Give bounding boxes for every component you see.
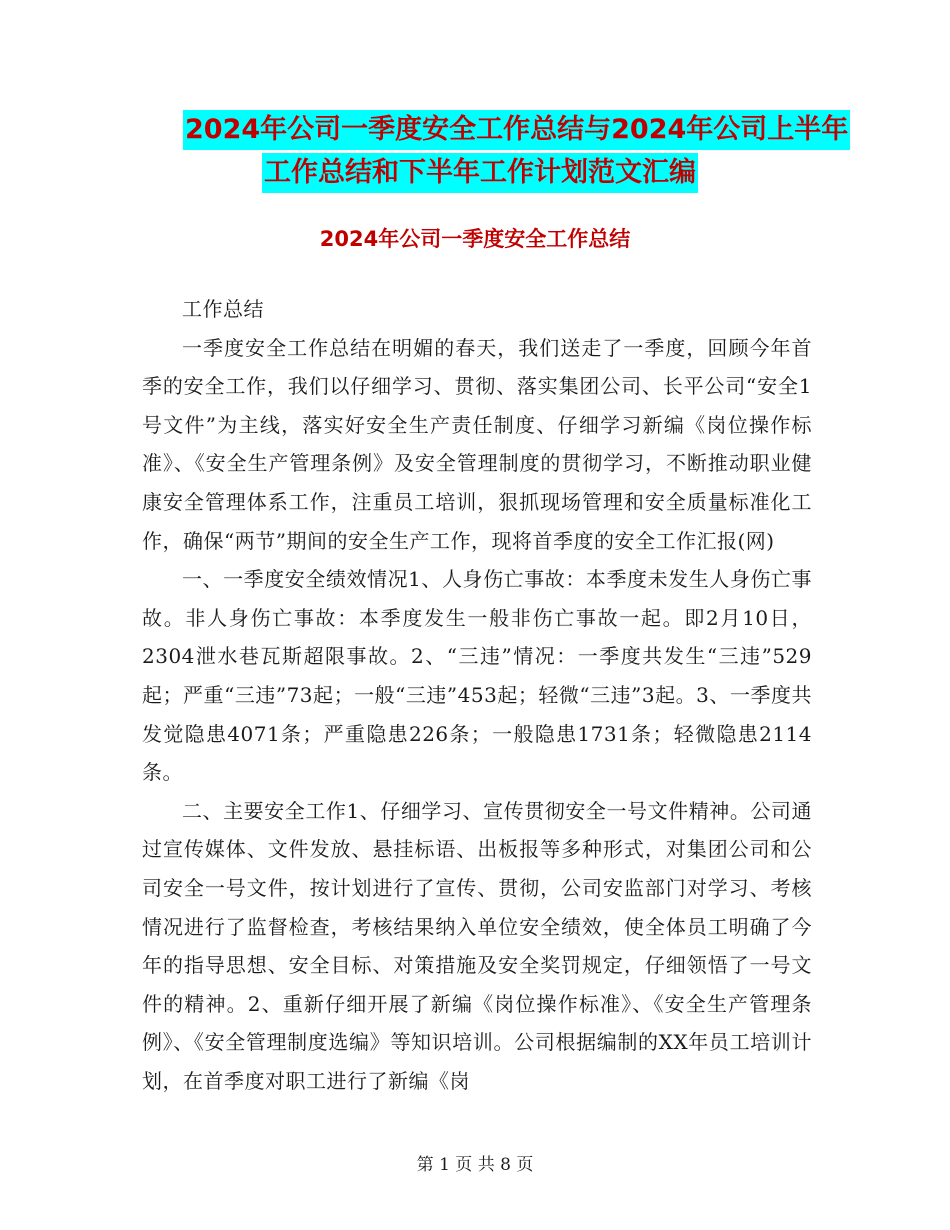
- paragraph-heading: 工作总结: [182, 297, 264, 321]
- document-title-line-1: 2024年公司一季度安全工作总结与2024年公司上半年: [183, 110, 850, 150]
- paragraph: 一、一季度安全绩效情况1、人身伤亡事故：本季度未发生人身伤亡事故。非人身伤亡事故：本季度发生一般非伤亡事故一起。即2月10日，2304泄水巷瓦斯超限事故。2、“三违”情况：一季度共发生“三违”529起；严重“三违”73起；一般“三违”453起；轻微“三违”3起。3、一季度共发觉隐患4071条；严重隐患226条；一般隐患1731条；轻微隐患2114条。: [142, 567, 812, 785]
- document-body: [142, 290, 812, 1100]
- paragraph: 二、主要安全工作1、仔细学习、宣传贯彻安全一号文件精神。公司通过宣传媒体、文件发放、悬挂标语、出板报等多种形式，对集团公司和公司安全一号文件，按计划进行了宣传、贯彻，公司安监部门对学习、考核情况进行了监督检查，考核结果纳入单位安全绩效，使全体员工明确了今年的指导思想、安全目标、对策措施及安全奖罚规定，仔细领悟了一号文件的精神。2、重新仔细开展了新编《岗位操作标准》、《安全生产管理条例》、《安全管理制度选编》等知识培训。公司根据编制的XX年员工培训计划，在首季度对职工进行了新编《岗: [142, 798, 812, 1093]
- section-heading: 2024年公司一季度安全工作总结: [319, 227, 631, 251]
- document-title-line-2: 工作总结和下半年工作计划范文汇编: [262, 153, 698, 193]
- paragraph: 一季度安全工作总结在明媚的春天，我们送走了一季度，回顾今年首季的安全工作，我们以仔细学习、贯彻、落实集团公司、长平公司“安全1号文件”为主线，落实好安全生产责任制度、仔细学习新编《岗位操作标准》、《安全生产管理条例》及安全管理制度的贯彻学习，不断推动职业健康安全管理体系工作，注重员工培训，狠抓现场管理和安全质量标准化工作，确保“两节”期间的安全生产工作，现将首季度的安全工作汇报(网): [142, 335, 812, 553]
- page-footer: 第 1 页 共 8 页: [416, 1155, 534, 1175]
